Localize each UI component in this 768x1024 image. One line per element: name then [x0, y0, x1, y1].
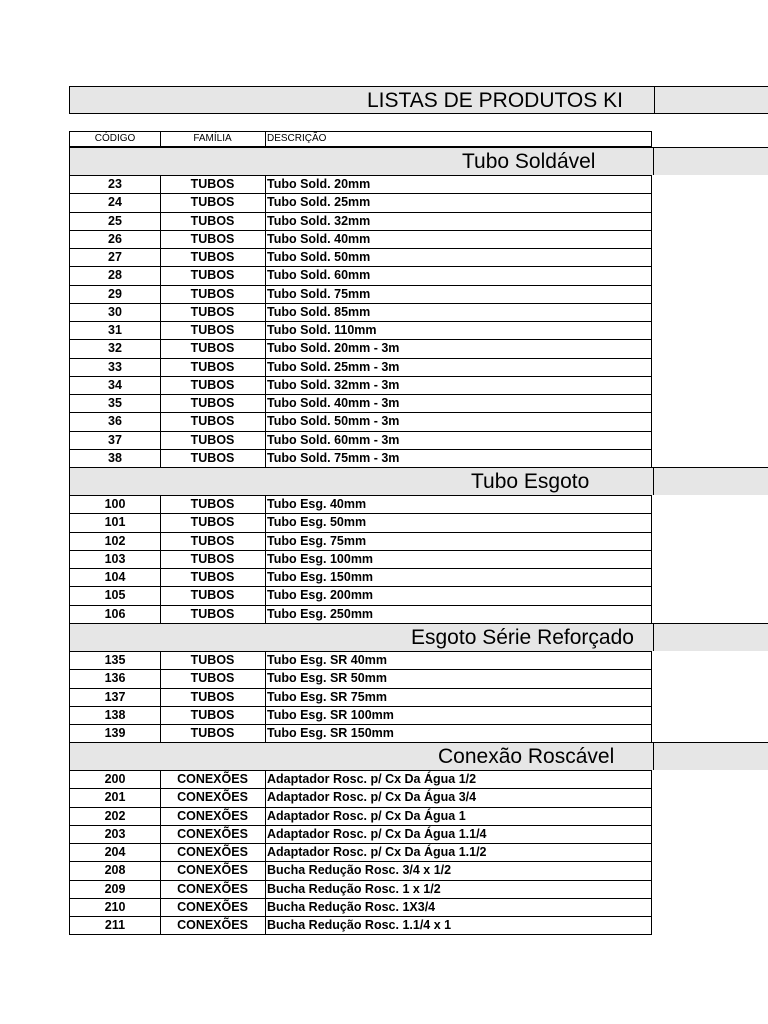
section-header — [69, 467, 768, 495]
product-family-cell[interactable]: CONEXÕES — [160, 789, 266, 806]
product-family-cell[interactable]: TUBOS — [160, 670, 266, 687]
product-code-cell[interactable]: 204 — [70, 844, 161, 861]
product-family-cell[interactable]: TUBOS — [160, 213, 266, 230]
product-description-cell[interactable]: Adaptador Rosc. p/ Cx Da Água 1 — [267, 808, 466, 823]
product-description-cell[interactable]: Tubo Sold. 60mm — [267, 268, 371, 283]
product-family-cell[interactable]: CONEXÕES — [160, 862, 266, 879]
product-description-cell[interactable]: Bucha Redução Rosc. 1.1/4 x 1 — [267, 918, 452, 932]
product-description-cell[interactable]: Tubo Esg. 250mm — [267, 606, 374, 621]
table-row — [70, 670, 651, 688]
product-code-cell[interactable]: 138 — [70, 707, 161, 724]
product-family-cell[interactable]: CONEXÕES — [160, 881, 266, 898]
section-header-cell[interactable] — [70, 468, 654, 495]
product-family-cell[interactable]: TUBOS — [160, 194, 266, 211]
table-row — [70, 359, 651, 377]
table-row — [70, 881, 651, 899]
product-code-cell[interactable]: 38 — [70, 450, 161, 467]
product-code-cell[interactable]: 35 — [70, 395, 161, 412]
product-code-cell[interactable]: 25 — [70, 213, 161, 230]
product-code-cell[interactable]: 104 — [70, 569, 161, 586]
product-code-cell[interactable]: 33 — [70, 359, 161, 376]
product-family-cell[interactable]: TUBOS — [160, 551, 266, 568]
product-description-cell[interactable]: Tubo Sold. 75mm — [267, 286, 371, 301]
product-family-cell[interactable]: TUBOS — [160, 587, 266, 604]
product-family-cell[interactable]: TUBOS — [160, 267, 266, 284]
product-code-cell[interactable]: 34 — [70, 377, 161, 394]
product-code-cell[interactable]: 209 — [70, 881, 161, 898]
product-description-cell[interactable]: Bucha Redução Rosc. 1 x 1/2 — [267, 881, 441, 896]
product-code-cell[interactable]: 31 — [70, 322, 161, 339]
table-row — [70, 551, 651, 569]
table-row — [70, 533, 651, 551]
product-family-cell[interactable]: TUBOS — [160, 533, 266, 550]
product-code-cell[interactable]: 23 — [70, 176, 161, 193]
document-title-cell[interactable] — [70, 87, 655, 113]
table-row — [70, 377, 651, 395]
table-row — [70, 450, 651, 468]
product-family-cell[interactable]: TUBOS — [160, 359, 266, 376]
product-family-cell[interactable]: TUBOS — [160, 322, 266, 339]
section-header-cell[interactable] — [70, 743, 654, 770]
product-description-cell[interactable]: Tubo Esg. 150mm — [267, 570, 374, 584]
product-code-cell[interactable]: 24 — [70, 194, 161, 211]
product-description-cell[interactable]: Tubo Sold. 110mm — [267, 323, 377, 337]
section-title: Tubo Soldável — [462, 150, 596, 173]
table-row — [70, 689, 651, 707]
table-row — [70, 652, 651, 670]
table-row — [70, 587, 651, 605]
product-family-cell[interactable]: TUBOS — [160, 450, 266, 467]
product-code-cell[interactable]: 28 — [70, 267, 161, 284]
table-row — [70, 606, 651, 624]
product-family-cell[interactable]: TUBOS — [160, 569, 266, 586]
section-header-cell[interactable] — [70, 148, 654, 175]
table-row — [70, 496, 651, 514]
product-description-cell[interactable]: Tubo Esg. 200mm — [267, 588, 374, 603]
product-code-cell[interactable]: 203 — [70, 826, 161, 843]
product-family-cell[interactable]: TUBOS — [160, 606, 266, 623]
product-family-cell[interactable]: TUBOS — [160, 304, 266, 321]
product-description-cell[interactable]: Adaptador Rosc. p/ Cx Da Água 1/2 — [267, 772, 477, 786]
product-code-cell[interactable]: 37 — [70, 432, 161, 449]
product-code-cell[interactable]: 200 — [70, 771, 161, 788]
table-row — [70, 771, 651, 789]
product-code-cell[interactable]: 27 — [70, 249, 161, 266]
product-code-cell[interactable]: 135 — [70, 652, 161, 669]
product-description-cell[interactable]: Bucha Redução Rosc. 1X3/4 — [267, 899, 436, 914]
table-row — [70, 862, 651, 880]
product-description-cell[interactable]: Tubo Sold. 25mm — [267, 195, 371, 210]
product-code-cell[interactable]: 139 — [70, 725, 161, 742]
product-description-cell[interactable]: Tubo Sold. 20mm — [267, 177, 371, 191]
table-row — [70, 917, 651, 935]
product-description-cell[interactable]: Adaptador Rosc. p/ Cx Da Água 1.1/4 — [267, 826, 487, 841]
section-title: Conexão Roscável — [438, 745, 615, 768]
table-row — [70, 231, 651, 249]
product-code-cell[interactable]: 30 — [70, 304, 161, 321]
product-family-cell[interactable]: TUBOS — [160, 725, 266, 742]
table-row — [70, 267, 651, 285]
product-family-cell[interactable]: TUBOS — [160, 652, 266, 669]
column-header-row — [69, 131, 652, 147]
product-code-cell[interactable]: 202 — [70, 808, 161, 825]
product-table — [69, 175, 652, 468]
product-code-cell[interactable]: 26 — [70, 231, 161, 248]
product-code-cell[interactable]: 136 — [70, 670, 161, 687]
product-code-cell[interactable]: 102 — [70, 533, 161, 550]
product-description-cell[interactable]: Bucha Redução Rosc. 3/4 x 1/2 — [267, 863, 452, 878]
table-row — [70, 340, 651, 358]
product-family-cell[interactable]: TUBOS — [160, 707, 266, 724]
product-description-cell[interactable]: Tubo Esg. SR 40mm — [267, 653, 387, 667]
table-row — [70, 249, 651, 267]
product-description-cell[interactable]: Tubo Sold. 75mm - 3m — [267, 450, 400, 465]
product-description-cell[interactable]: Tubo Esg. SR 75mm — [267, 689, 387, 704]
product-family-cell[interactable]: CONEXÕES — [160, 771, 266, 788]
table-row — [70, 844, 651, 862]
table-row — [70, 569, 651, 587]
product-description-cell[interactable]: Tubo Sold. 32mm - 3m — [267, 377, 400, 392]
section-header — [69, 623, 768, 651]
product-description-cell[interactable]: Tubo Esg. SR 100mm — [267, 707, 394, 722]
product-description-cell[interactable]: Adaptador Rosc. p/ Cx Da Água 3/4 — [267, 790, 477, 805]
table-row — [70, 286, 651, 304]
product-description-cell[interactable]: Tubo Esg. SR 50mm — [267, 671, 387, 686]
table-row — [70, 194, 651, 212]
product-code-cell[interactable]: 101 — [70, 514, 161, 531]
product-description-cell[interactable]: Tubo Sold. 32mm — [267, 213, 371, 228]
product-family-cell[interactable]: TUBOS — [160, 377, 266, 394]
product-table — [69, 651, 652, 743]
column-header-family[interactable]: FAMÍLIA — [160, 132, 266, 146]
section-header-cell[interactable] — [70, 624, 654, 651]
product-code-cell[interactable]: 29 — [70, 286, 161, 303]
product-code-cell[interactable]: 208 — [70, 862, 161, 879]
product-family-cell[interactable]: TUBOS — [160, 514, 266, 531]
table-row — [70, 395, 651, 413]
table-row — [70, 213, 651, 231]
product-code-cell[interactable]: 210 — [70, 899, 161, 916]
product-family-cell[interactable]: TUBOS — [160, 340, 266, 357]
table-row — [70, 304, 651, 322]
product-code-cell[interactable]: 201 — [70, 789, 161, 806]
product-table — [69, 495, 652, 624]
table-row — [70, 707, 651, 725]
section-title: Tubo Esgoto — [471, 470, 590, 493]
product-family-cell[interactable]: TUBOS — [160, 176, 266, 193]
product-family-cell[interactable]: CONEXÕES — [160, 899, 266, 916]
section-title: Esgoto Série Reforçado — [411, 626, 634, 649]
product-family-cell[interactable]: CONEXÕES — [160, 808, 266, 825]
document-title-bar — [69, 86, 768, 114]
product-family-cell[interactable]: TUBOS — [160, 496, 266, 513]
product-family-cell[interactable]: TUBOS — [160, 432, 266, 449]
product-description-cell[interactable]: Tubo Sold. 40mm — [267, 231, 371, 246]
product-description-cell[interactable]: Tubo Esg. 50mm — [267, 515, 367, 530]
product-description-cell[interactable]: Tubo Esg. 40mm — [267, 497, 367, 511]
table-row — [70, 514, 651, 532]
product-code-cell[interactable]: 103 — [70, 551, 161, 568]
table-row — [70, 413, 651, 431]
product-family-cell[interactable]: CONEXÕES — [160, 917, 266, 934]
table-row — [70, 808, 651, 826]
product-description-cell[interactable]: Tubo Esg. 100mm — [267, 551, 374, 566]
product-family-cell[interactable]: TUBOS — [160, 413, 266, 430]
product-table — [69, 770, 652, 935]
product-code-cell[interactable]: 36 — [70, 413, 161, 430]
product-description-cell[interactable]: Tubo Sold. 50mm — [267, 250, 371, 264]
product-description-cell[interactable]: Tubo Sold. 20mm - 3m — [267, 341, 400, 356]
product-description-cell[interactable]: Tubo Esg. 75mm — [267, 533, 367, 548]
product-code-cell[interactable]: 137 — [70, 689, 161, 706]
table-row — [70, 826, 651, 844]
table-row — [70, 432, 651, 450]
product-code-cell[interactable]: 32 — [70, 340, 161, 357]
product-family-cell[interactable]: TUBOS — [160, 231, 266, 248]
product-code-cell[interactable]: 211 — [70, 917, 161, 934]
product-code-cell[interactable]: 100 — [70, 496, 161, 513]
column-header-description[interactable]: DESCRIÇÃO — [267, 133, 327, 144]
product-code-cell[interactable]: 106 — [70, 606, 161, 623]
table-row — [70, 789, 651, 807]
product-description-cell[interactable]: Tubo Esg. SR 150mm — [267, 726, 394, 740]
column-header-code[interactable]: CÓDIGO — [70, 132, 161, 146]
product-description-cell[interactable]: Tubo Sold. 25mm - 3m — [267, 359, 400, 374]
section-header — [69, 147, 768, 175]
product-description-cell[interactable]: Tubo Sold. 50mm - 3m — [267, 414, 400, 429]
product-code-cell[interactable]: 105 — [70, 587, 161, 604]
product-family-cell[interactable]: CONEXÕES — [160, 844, 266, 861]
product-description-cell[interactable]: Adaptador Rosc. p/ Cx Da Água 1.1/2 — [267, 845, 487, 859]
product-family-cell[interactable]: TUBOS — [160, 286, 266, 303]
product-family-cell[interactable]: TUBOS — [160, 249, 266, 266]
section-header — [69, 742, 768, 770]
product-family-cell[interactable]: CONEXÕES — [160, 826, 266, 843]
product-description-cell[interactable]: Tubo Sold. 85mm — [267, 304, 371, 319]
table-row — [70, 899, 651, 917]
table-row — [70, 322, 651, 340]
table-row — [70, 176, 651, 194]
product-description-cell[interactable]: Tubo Sold. 40mm - 3m — [267, 396, 400, 410]
document-title: LISTAS DE PRODUTOS KI — [367, 89, 623, 112]
product-family-cell[interactable]: TUBOS — [160, 689, 266, 706]
table-row — [70, 725, 651, 743]
product-family-cell[interactable]: TUBOS — [160, 395, 266, 412]
product-description-cell[interactable]: Tubo Sold. 60mm - 3m — [267, 432, 400, 447]
